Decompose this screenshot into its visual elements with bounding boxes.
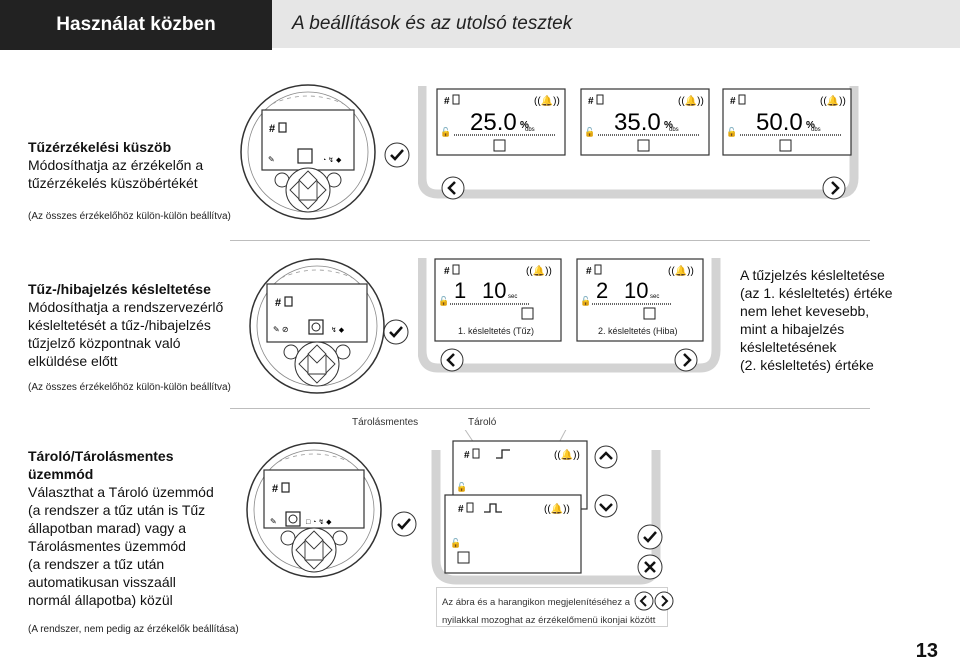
section2-line: késleltetését a tűz-/hibajelzés (28, 317, 211, 333)
left-right-arrows-icon (634, 591, 674, 611)
delay-caption: 2. késleltetés (Hiba) (598, 326, 678, 336)
delay-caption: 1. késleltetés (Tűz) (458, 326, 535, 336)
detector-dial (247, 256, 387, 396)
detector-dial (238, 82, 378, 222)
left-arrow-icon[interactable] (441, 176, 465, 200)
section2-note: (Az összes érzékelőhöz külön-külön beállítva) (28, 382, 231, 393)
svg-text:🔓: 🔓 (584, 127, 596, 137)
lcd-display (436, 88, 566, 156)
unit-sub-label: obs (811, 127, 821, 133)
svg-text:((🔔)): ((🔔)) (526, 266, 552, 277)
threshold-value: 35.0 (614, 109, 661, 136)
section1-line: tűzérzékelés küszöbértékét (28, 175, 198, 191)
lcd-display (444, 494, 582, 574)
svg-text:↯ ◆: ↯ ◆ (331, 327, 345, 334)
delay-unit: sec (508, 294, 518, 300)
side-note-line: (2. késleltetés) értéke (740, 357, 874, 373)
svg-text:□ ◔ ↯ ◆: □ ◔ ↯ ◆ (306, 519, 332, 526)
section1-title: Tűzérzékelési küszöb (28, 139, 172, 155)
svg-text:#: # (444, 266, 450, 277)
svg-text:#: # (588, 96, 594, 107)
section3-line: Tárolásmentes üzemmód (28, 538, 186, 554)
section3-title: üzemmód (28, 466, 94, 482)
svg-text:✎: ✎ (268, 155, 275, 164)
unit-sub-label: obs (525, 127, 535, 133)
left-arrow-icon[interactable] (440, 348, 464, 372)
section2-line: tűzjelző központnak való (28, 335, 181, 351)
svg-text:🔓: 🔓 (456, 482, 468, 492)
right-arrow-icon[interactable] (822, 176, 846, 200)
svg-text:🔓: 🔓 (450, 538, 462, 548)
divider (230, 240, 870, 241)
section-label: Használat közben (0, 0, 272, 50)
lcd-display (434, 258, 562, 342)
detector-dial (244, 440, 384, 580)
section3-line: Választhat a Tároló üzemmód (28, 484, 214, 500)
svg-text:✎: ✎ (270, 517, 277, 526)
down-arrow-icon[interactable] (594, 494, 618, 518)
svg-text:#: # (730, 96, 736, 107)
side-note-line: (az 1. késleltetés) értéke (740, 285, 893, 301)
section3-line: állapotban marad) vagy a (28, 520, 186, 536)
section1-note: (Az összes érzékelőhöz külön-külön beállítva) (28, 211, 231, 222)
section3-text (28, 447, 214, 609)
svg-text:((🔔)): ((🔔)) (544, 504, 570, 515)
checkmark-icon (383, 319, 409, 345)
lcd-display (576, 258, 704, 342)
section3-line: (a rendszer a tűz után is Tűz (28, 502, 206, 518)
delay-value: 10 (482, 278, 507, 303)
side-note-line: nem lehet kevesebb, (740, 303, 870, 319)
threshold-value: 25.0 (470, 109, 517, 136)
section3-note: (A rendszer, nem pedig az érzékelők beállítása) (28, 624, 239, 635)
up-arrow-icon[interactable] (594, 445, 618, 469)
section3-line: normál állapotba) közül (28, 592, 173, 608)
svg-text:((🔔)): ((🔔)) (678, 96, 704, 107)
unit-label: % (806, 120, 815, 131)
delay-index: 1 (454, 278, 467, 303)
side-note-line: A tűzjelzés késleltetése (740, 267, 885, 283)
section1-text (28, 138, 203, 192)
caption-line: Az ábra és a harangikon megjelenítéséhez a (442, 597, 631, 608)
delay-unit: sec (650, 294, 660, 300)
cross-icon[interactable] (637, 554, 663, 580)
svg-text:((🔔)): ((🔔)) (554, 450, 580, 461)
lcd-display (580, 88, 710, 156)
checkmark-icon (391, 511, 417, 537)
svg-text:🔓: 🔓 (440, 127, 452, 137)
side-note-line: késleltetésének (740, 339, 837, 355)
divider (230, 408, 870, 409)
threshold-value: 50.0 (756, 109, 803, 136)
svg-text:#: # (586, 266, 592, 277)
section3-line: automatikusan visszaáll (28, 574, 176, 590)
checkmark-icon (384, 142, 410, 168)
svg-text:🔓: 🔓 (438, 296, 450, 306)
page-number: 13 (915, 640, 938, 661)
svg-text:#: # (458, 504, 464, 515)
checkmark-icon[interactable] (637, 524, 663, 550)
svg-text:((🔔)): ((🔔)) (534, 96, 560, 107)
svg-text:#: # (444, 96, 450, 107)
svg-text:🔓: 🔓 (580, 296, 592, 306)
unit-label: % (664, 120, 673, 131)
label-unlatched: Tárolásmentes (352, 417, 419, 428)
svg-text:#: # (275, 297, 282, 309)
section1-line: Módosíthatja az érzékelőn a (28, 157, 204, 173)
svg-text:#: # (269, 123, 276, 135)
svg-text:🔓: 🔓 (726, 127, 738, 137)
page-header (0, 0, 960, 50)
section3-title: Tároló/Tárolásmentes (28, 448, 174, 464)
svg-text:✎ ⊘: ✎ ⊘ (273, 325, 289, 334)
svg-text:#: # (464, 450, 470, 461)
page-title: A beállítások és az utolsó tesztek (272, 0, 960, 50)
svg-text:((🔔)): ((🔔)) (668, 266, 694, 277)
side-note-line: mint a hibajelzés (740, 321, 845, 337)
svg-text:#: # (272, 483, 279, 495)
delay-value: 10 (624, 278, 649, 303)
section3-line: (a rendszer a tűz után (28, 556, 165, 572)
lcd-display (722, 88, 852, 156)
delay-index: 2 (596, 278, 609, 303)
svg-text:◔ ↯ ◆: ◔ ↯ ◆ (322, 157, 342, 164)
unit-sub-label: obs (669, 127, 679, 133)
label-latched: Tároló (468, 417, 497, 428)
caption-line: nyilakkal mozoghat az érzékelőmenü ikonjai között (442, 615, 656, 626)
svg-text:((🔔)): ((🔔)) (820, 96, 846, 107)
right-arrow-icon[interactable] (674, 348, 698, 372)
section2-text (28, 280, 223, 370)
unit-label: % (520, 120, 529, 131)
section2-line: elküldése előtt (28, 353, 118, 369)
section2-title: Tűz-/hibajelzés késleltetése (28, 281, 211, 297)
side-note (740, 266, 893, 374)
section2-line: Módosíthatja a rendszervezérlő (28, 299, 224, 315)
